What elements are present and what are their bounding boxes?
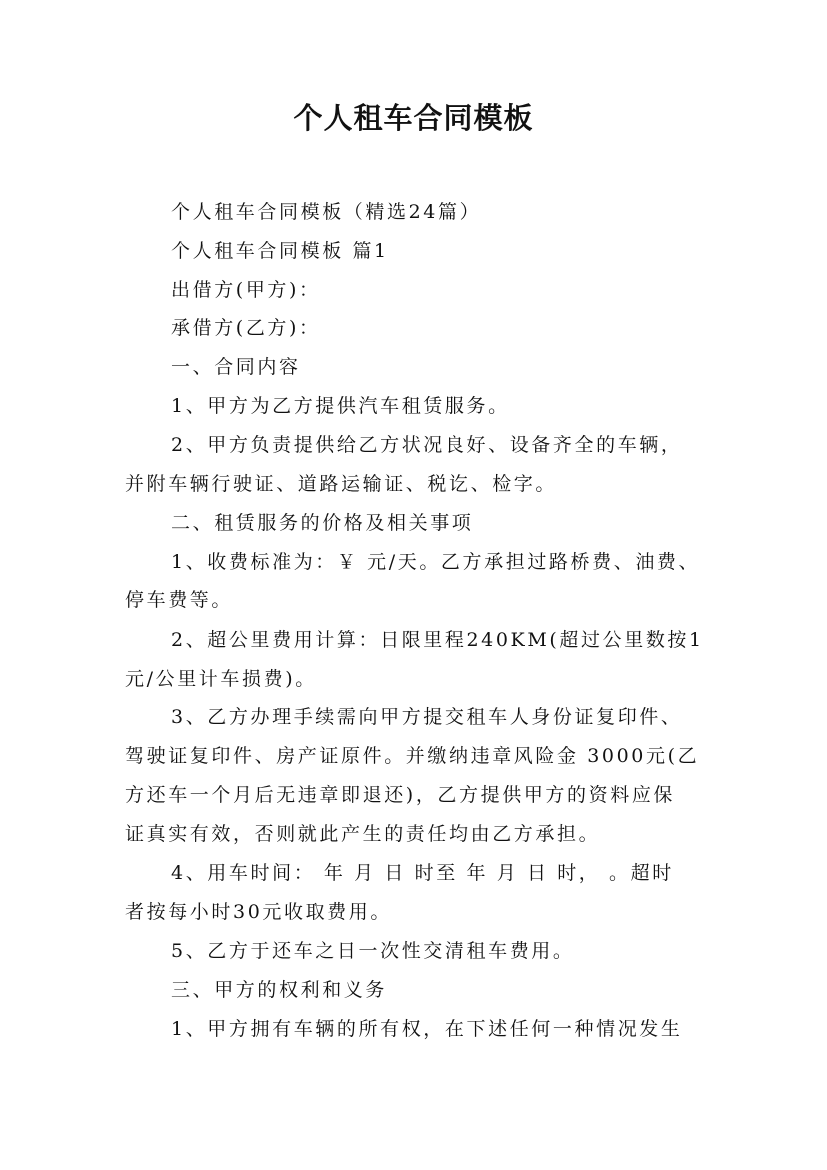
- document-line: 1、甲方拥有车辆的所有权，在下述任何一种情况发生: [171, 1018, 683, 1040]
- document-line: 三、甲方的权利和义务: [171, 979, 388, 1001]
- document-line: 元/公里计车损费)。: [125, 668, 317, 690]
- document-line: 方还车一个月后无违章即退还)，乙方提供甲方的资料应保: [125, 784, 676, 806]
- document-line: 个人租车合同模板（精选24篇）: [171, 201, 482, 223]
- document-line: 1、甲方为乙方提供汽车租赁服务。: [171, 395, 510, 417]
- document-line: 承借方(乙方)：: [171, 317, 321, 339]
- document-line: 个人租车合同模板 篇1: [171, 240, 389, 262]
- document-line: 一、合同内容: [171, 356, 301, 378]
- document-title: 个人租车合同模板: [293, 101, 534, 135]
- document-line: 2、甲方负责提供给乙方状况良好、设备齐全的车辆，: [171, 434, 683, 456]
- document-line: 驾驶证复印件、房产证原件。并缴纳违章风险金 3000元(乙: [125, 745, 700, 767]
- document-line: 者按每小时30元收取费用。: [125, 901, 392, 923]
- document-line: 二、租赁服务的价格及相关事项: [171, 512, 474, 534]
- document-line: 证真实有效，否则就此产生的责任均由乙方承担。: [125, 823, 601, 845]
- document-line: 2、超公里费用计算：日限里程240KM(超过公里数按1: [171, 629, 704, 651]
- document-line: 并附车辆行驶证、道路运输证、税讫、检字。: [125, 473, 558, 495]
- document-line: 3、乙方办理手续需向甲方提交租车人身份证复印件、: [171, 706, 683, 728]
- document-line: 出借方(甲方)：: [171, 279, 321, 301]
- document-line: 5、乙方于还车之日一次性交清租车费用。: [171, 940, 575, 962]
- document-line: 1、收费标准为：￥ 元/天。乙方承担过路桥费、油费、: [171, 551, 701, 573]
- document-line: 4、用车时间： 年 月 日 时至 年 月 日 时， 。超时: [171, 862, 674, 884]
- document-line: 停车费等。: [125, 589, 234, 611]
